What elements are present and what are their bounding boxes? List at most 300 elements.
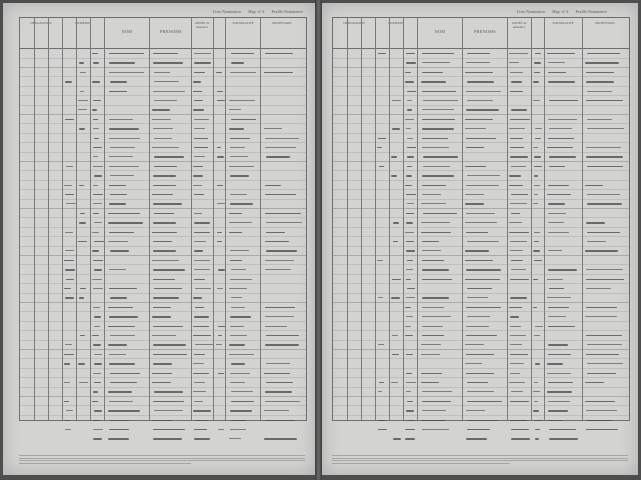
handwriting-stroke: [229, 128, 244, 129]
handwriting-stroke: [194, 100, 203, 101]
handwriting-stroke: [405, 185, 412, 186]
handwriting-stroke: [264, 438, 297, 439]
handwriting-stroke: [65, 232, 73, 233]
handwriting-stroke: [533, 250, 540, 251]
handwriting-stroke: [154, 288, 182, 289]
handwriting-stroke: [534, 241, 539, 242]
handwriting-stroke: [423, 166, 450, 167]
handwriting-stroke: [154, 166, 177, 167]
handwriting-stroke: [153, 279, 175, 280]
handwriting-stroke: [229, 344, 244, 345]
handwriting-stroke: [405, 232, 414, 233]
handwriting-stroke: [587, 344, 622, 345]
handwriting-stroke: [154, 81, 179, 82]
handwriting-stroke: [154, 213, 174, 214]
handwriting-stroke: [535, 138, 541, 139]
handwriting-stroke: [511, 269, 526, 270]
handwriting-stroke: [108, 410, 140, 411]
handwriting-stroke: [265, 185, 281, 186]
handwriting-stroke: [406, 382, 416, 383]
handwriting-stroke: [93, 128, 99, 129]
handwriting-stroke: [94, 269, 103, 270]
handwriting-stroke: [193, 91, 202, 92]
handwriting-stroke: [587, 241, 606, 242]
handwriting-stroke: [193, 326, 209, 327]
handwriting-stroke: [153, 326, 183, 327]
handwriting-stroke: [152, 316, 171, 317]
col-profession: PROFESSION: [595, 21, 615, 25]
handwriting-stroke: [534, 185, 540, 186]
handwriting-stroke: [194, 222, 210, 223]
handwriting-stroke: [422, 260, 444, 261]
handwriting-stroke: [110, 147, 135, 148]
handwriting-stroke: [193, 175, 202, 176]
handwriting-stroke: [78, 109, 87, 110]
handwriting-stroke: [465, 344, 483, 345]
handwriting-stroke: [229, 166, 253, 167]
handwriting-stroke: [406, 62, 415, 63]
handwriting-stroke: [422, 401, 451, 402]
handwriting-stroke: [587, 373, 616, 374]
handwriting-stroke: [194, 194, 204, 195]
handwriting-stroke: [534, 401, 538, 402]
handwriting-stroke: [467, 316, 490, 317]
handwriting-stroke: [152, 373, 172, 374]
handwriting-stroke: [391, 175, 396, 176]
handwriting-stroke: [216, 344, 222, 345]
handwriting-stroke: [534, 232, 540, 233]
handwriting-stroke: [548, 72, 566, 73]
handwriting-stroke: [109, 166, 139, 167]
handwriting-stroke: [466, 438, 487, 439]
handwriting-stroke: [534, 335, 539, 336]
handwriting-stroke: [548, 81, 575, 82]
handwriting-stroke: [510, 279, 529, 280]
handwriting-stroke: [194, 138, 208, 139]
handwriting-stroke: [231, 269, 246, 270]
handwriting-stroke: [94, 382, 101, 383]
handwriting-stroke: [405, 438, 415, 439]
handwriting-stroke: [586, 354, 619, 355]
footnote: [19, 454, 305, 465]
handwriting-stroke: [407, 203, 414, 204]
handwriting-stroke: [587, 232, 620, 233]
handwriting-stroke: [193, 410, 210, 411]
handwriting-stroke: [467, 175, 500, 176]
handwriting-stroke: [549, 288, 564, 289]
handwriting-stroke: [585, 62, 619, 63]
handwriting-stroke: [392, 128, 399, 129]
handwriting-stroke: [65, 297, 74, 298]
handwriting-stroke: [422, 53, 454, 54]
handwriting-stroke: [216, 72, 222, 73]
handwriting-stroke: [549, 128, 572, 129]
handwriting-stroke: [109, 401, 134, 402]
handwriting-stroke: [393, 241, 399, 242]
handwriting-stroke: [422, 316, 451, 317]
handwriting-stroke: [534, 260, 542, 261]
handwriting-stroke: [407, 109, 413, 110]
handwriting-stroke: [217, 91, 223, 92]
handwriting-stroke: [94, 222, 102, 223]
handwriting-stroke: [66, 410, 74, 411]
handwriting-stroke: [467, 429, 491, 430]
handwriting-stroke: [534, 420, 542, 421]
handwriting-stroke: [422, 307, 445, 308]
handwriting-stroke: [231, 53, 254, 54]
handwriting-stroke: [194, 438, 210, 439]
handwriting-stroke: [535, 363, 541, 364]
handwriting-stroke: [94, 354, 102, 355]
handwriting-stroke: [194, 260, 210, 261]
col-prenoms: PRÉNOMS: [160, 30, 182, 34]
handwriting-stroke: [109, 232, 134, 233]
handwriting-stroke: [64, 363, 70, 364]
handwriting-stroke: [586, 429, 618, 430]
handwriting-stroke: [64, 260, 73, 261]
handwriting-stroke: [265, 307, 295, 308]
handwriting-stroke: [230, 429, 246, 430]
handwriting-stroke: [65, 194, 74, 195]
handwriting-stroke: [66, 279, 74, 280]
handwriting-stroke: [108, 213, 140, 214]
handwriting-stroke: [153, 401, 184, 402]
handwriting-stroke: [231, 391, 253, 392]
handwriting-stroke: [93, 373, 102, 374]
handwriting-stroke: [265, 53, 293, 54]
handwriting-stroke: [194, 156, 205, 157]
handwriting-stroke: [548, 307, 568, 308]
handwriting-stroke: [265, 213, 301, 214]
handwriting-stroke: [194, 429, 207, 430]
handwriting-stroke: [217, 185, 223, 186]
table-body: [333, 49, 629, 420]
handwriting-stroke: [548, 382, 573, 383]
handwriting-stroke: [94, 175, 102, 176]
handwriting-stroke: [509, 62, 519, 63]
handwriting-stroke: [422, 62, 450, 63]
running-head-title: Liste Nominative: [517, 10, 546, 14]
handwriting-stroke: [79, 382, 87, 383]
handwriting-stroke: [547, 147, 573, 148]
handwriting-stroke: [547, 297, 570, 298]
handwriting-stroke: [379, 382, 384, 383]
handwriting-stroke: [379, 166, 385, 167]
handwriting-stroke: [405, 81, 414, 82]
handwriting-stroke: [65, 420, 70, 421]
handwriting-stroke: [108, 326, 134, 327]
handwriting-stroke: [92, 250, 99, 251]
handwriting-stroke: [511, 438, 530, 439]
handwriting-stroke: [405, 307, 411, 308]
handwriting-stroke: [153, 53, 178, 54]
handwriting-stroke: [93, 213, 100, 214]
handwriting-stroke: [534, 194, 539, 195]
handwriting-stroke: [110, 335, 136, 336]
handwriting-stroke: [230, 382, 245, 383]
handwriting-stroke: [511, 391, 524, 392]
handwriting-stroke: [466, 335, 497, 336]
handwriting-stroke: [110, 81, 127, 82]
handwriting-stroke: [65, 344, 71, 345]
handwriting-stroke: [230, 138, 250, 139]
handwriting-stroke: [193, 185, 202, 186]
handwriting-stroke: [153, 91, 185, 92]
handwriting-stroke: [153, 438, 183, 439]
handwriting-stroke: [406, 213, 414, 214]
handwriting-stroke: [466, 326, 490, 327]
handwriting-stroke: [422, 241, 439, 242]
handwriting-stroke: [391, 156, 396, 157]
handwriting-stroke: [586, 410, 616, 411]
handwriting-stroke: [94, 326, 100, 327]
handwriting-stroke: [193, 363, 204, 364]
handwriting-stroke: [406, 241, 414, 242]
handwriting-stroke: [586, 156, 623, 157]
handwriting-stroke: [407, 420, 415, 421]
handwriting-stroke: [406, 316, 413, 317]
handwriting-stroke: [266, 363, 290, 364]
handwriting-stroke: [109, 354, 126, 355]
handwriting-stroke: [467, 297, 489, 298]
handwriting-stroke: [229, 288, 247, 289]
handwriting-stroke: [511, 81, 522, 82]
handwriting-stroke: [510, 72, 523, 73]
handwriting-stroke: [548, 203, 565, 204]
handwriting-stroke: [534, 156, 541, 157]
handwriting-stroke: [535, 53, 542, 54]
handwriting-stroke: [231, 363, 245, 364]
handwriting-stroke: [195, 344, 213, 345]
handwriting-stroke: [109, 138, 141, 139]
handwriting-stroke: [510, 119, 530, 120]
handwriting-stroke: [230, 410, 253, 411]
handwriting-stroke: [510, 363, 524, 364]
handwriting-stroke: [586, 269, 623, 270]
handwriting-stroke: [265, 344, 299, 345]
handwriting-stroke: [422, 72, 443, 73]
handwriting-stroke: [421, 382, 439, 383]
handwriting-stroke: [109, 269, 126, 270]
handwriting-stroke: [108, 391, 132, 392]
handwriting-stroke: [533, 81, 538, 82]
handwriting-stroke: [378, 138, 385, 139]
handwriting-stroke: [377, 147, 382, 148]
handwriting-stroke: [405, 326, 411, 327]
handwriting-stroke: [422, 410, 446, 411]
handwriting-stroke: [548, 222, 564, 223]
handwriting-stroke: [109, 429, 129, 430]
handwriting-stroke: [533, 279, 537, 280]
handwriting-stroke: [109, 53, 145, 54]
handwriting-stroke: [405, 72, 411, 73]
handwriting-stroke: [587, 91, 612, 92]
handwriting-stroke: [535, 128, 542, 129]
handwriting-stroke: [152, 335, 175, 336]
handwriting-stroke: [405, 335, 413, 336]
handwriting-stroke: [378, 297, 383, 298]
handwriting-stroke: [109, 185, 127, 186]
handwriting-stroke: [195, 307, 205, 308]
handwriting-stroke: [152, 194, 173, 195]
handwriting-stroke: [153, 222, 176, 223]
col-nom: NOM: [121, 30, 133, 34]
handwriting-stroke: [194, 401, 203, 402]
handwriting-stroke: [547, 373, 571, 374]
handwriting-stroke: [217, 241, 222, 242]
handwriting-stroke: [378, 420, 385, 421]
handwriting-stroke: [108, 307, 133, 308]
handwriting-stroke: [378, 391, 383, 392]
running-head-map: Map. n° 6: [552, 10, 569, 14]
handwriting-stroke: [510, 91, 524, 92]
handwriting-stroke: [391, 382, 398, 383]
handwriting-stroke: [266, 335, 299, 336]
col-nationalite: NATIONALITÉ: [232, 21, 254, 25]
handwriting-stroke: [194, 269, 210, 270]
handwriting-stroke: [586, 307, 617, 308]
handwriting-stroke: [467, 382, 488, 383]
handwriting-stroke: [109, 91, 128, 92]
handwriting-stroke: [392, 354, 400, 355]
handwriting-stroke: [110, 297, 127, 298]
handwriting-stroke: [78, 100, 88, 101]
handwriting-stroke: [217, 156, 224, 157]
handwriting-stroke: [407, 138, 414, 139]
handwriting-stroke: [94, 241, 104, 242]
handwriting-stroke: [153, 429, 186, 430]
handwriting-stroke: [154, 72, 171, 73]
handwriting-stroke: [422, 175, 455, 176]
handwriting-stroke: [378, 429, 387, 430]
handwriting-stroke: [511, 429, 530, 430]
handwriting-stroke: [92, 401, 98, 402]
handwriting-stroke: [549, 429, 576, 430]
handwriting-stroke: [548, 62, 565, 63]
handwriting-stroke: [110, 250, 129, 251]
handwriting-stroke: [79, 128, 84, 129]
handwriting-stroke: [406, 373, 412, 374]
handwriting-stroke: [109, 72, 144, 73]
handwriting-stroke: [194, 232, 210, 233]
handwriting-stroke: [266, 222, 302, 223]
handwriting-stroke: [405, 429, 414, 430]
handwriting-stroke: [265, 260, 294, 261]
handwriting-stroke: [422, 269, 450, 270]
handwriting-stroke: [465, 128, 486, 129]
handwriting-stroke: [533, 410, 539, 411]
col-nationalite: NATIONALITÉ: [552, 21, 574, 25]
handwriting-stroke: [80, 288, 87, 289]
handwriting-stroke: [547, 363, 563, 364]
handwriting-stroke: [422, 91, 455, 92]
handwriting-stroke: [406, 250, 415, 251]
handwriting-stroke: [421, 203, 446, 204]
handwriting-stroke: [230, 203, 254, 204]
handwriting-stroke: [153, 354, 187, 355]
handwriting-stroke: [229, 222, 252, 223]
handwriting-stroke: [93, 203, 102, 204]
col-prenoms: PRÉNOMS: [474, 30, 496, 34]
handwriting-stroke: [465, 203, 484, 204]
handwriting-stroke: [587, 53, 620, 54]
handwriting-stroke: [467, 53, 490, 54]
handwriting-stroke: [406, 354, 413, 355]
handwriting-stroke: [510, 156, 528, 157]
handwriting-stroke: [194, 62, 211, 63]
handwriting-stroke: [108, 344, 127, 345]
handwriting-stroke: [193, 166, 203, 167]
handwriting-stroke: [511, 194, 529, 195]
handwriting-stroke: [533, 203, 537, 204]
handwriting-stroke: [510, 203, 527, 204]
handwriting-stroke: [406, 53, 415, 54]
handwriting-stroke: [407, 100, 412, 101]
col-numeros: NUMÉROS: [75, 21, 91, 25]
handwriting-stroke: [511, 166, 526, 167]
handwriting-stroke: [230, 147, 245, 148]
handwriting-stroke: [231, 307, 245, 308]
handwriting-stroke: [533, 100, 539, 101]
handwriting-stroke: [153, 297, 179, 298]
handwriting-stroke: [93, 307, 100, 308]
handwriting-stroke: [153, 250, 176, 251]
handwriting-stroke: [466, 213, 495, 214]
handwriting-stroke: [421, 344, 440, 345]
handwriting-stroke: [93, 288, 103, 289]
handwriting-stroke: [421, 81, 446, 82]
handwriting-stroke: [230, 326, 244, 327]
handwriting-stroke: [534, 382, 538, 383]
handwriting-stroke: [510, 354, 528, 355]
handwriting-stroke: [548, 232, 569, 233]
handwriting-stroke: [266, 250, 297, 251]
handwriting-stroke: [547, 279, 563, 280]
handwriting-stroke: [548, 213, 566, 214]
handwriting-stroke: [393, 438, 401, 439]
handwriting-stroke: [407, 147, 417, 148]
running-head-sheet: Feuille Nominative: [575, 10, 608, 14]
handwriting-stroke: [79, 222, 87, 223]
handwriting-stroke: [230, 316, 251, 317]
handwriting-stroke: [109, 420, 129, 421]
handwriting-stroke: [510, 326, 521, 327]
handwriting-stroke: [511, 109, 527, 110]
handwriting-stroke: [465, 363, 482, 364]
handwriting-stroke: [230, 250, 250, 251]
handwriting-stroke: [421, 373, 442, 374]
handwriting-stroke: [153, 269, 185, 270]
handwriting-stroke: [93, 391, 98, 392]
handwriting-stroke: [79, 297, 84, 298]
handwriting-stroke: [109, 203, 126, 204]
handwriting-stroke: [80, 91, 85, 92]
handwriting-stroke: [230, 194, 247, 195]
handwriting-stroke: [391, 297, 399, 298]
handwriting-stroke: [264, 373, 290, 374]
col-nom: NOM: [434, 30, 446, 34]
handwriting-stroke: [406, 175, 412, 176]
handwriting-stroke: [533, 307, 537, 308]
handwriting-stroke: [585, 250, 618, 251]
handwriting-stroke: [585, 401, 615, 402]
handwriting-stroke: [230, 72, 256, 73]
handwriting-stroke: [231, 62, 245, 63]
handwriting-stroke: [109, 156, 133, 157]
handwriting-stroke: [466, 62, 490, 63]
handwriting-stroke: [465, 250, 489, 251]
handwriting-stroke: [378, 53, 386, 54]
